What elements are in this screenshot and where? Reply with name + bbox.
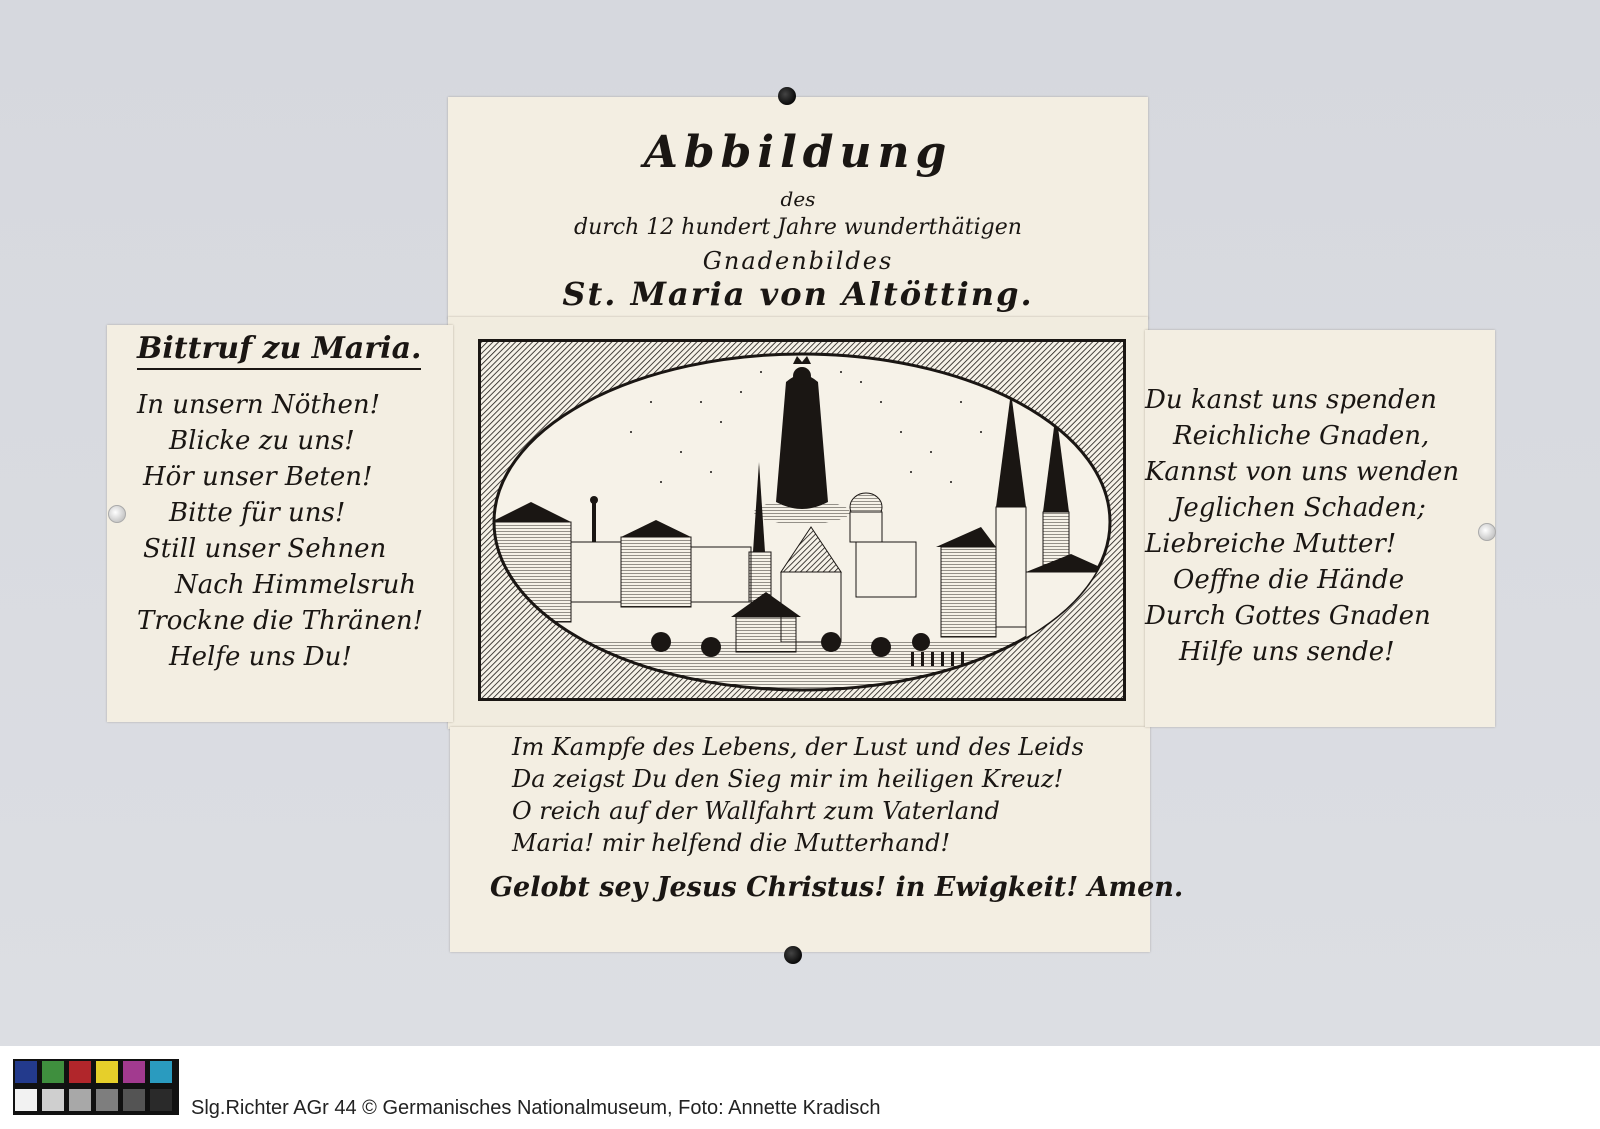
left-prayer-panel [107,325,453,722]
swatch [96,1089,118,1111]
pin-right [1478,523,1496,541]
left-verse-line: Blicke zu uns! [169,426,355,456]
left-verse-line: Helfe uns Du! [169,642,352,672]
right-prayer-panel [1145,330,1495,727]
title-main: Abbildung [643,127,953,178]
swatch [15,1061,37,1083]
swatch [96,1061,118,1083]
left-verse-line: Hör unser Beten! [143,462,373,492]
left-verse-line: Bitte für uns! [169,498,346,528]
bottom-verse-line: Da zeigst Du den Sieg mir im heiligen Kreuz! [512,765,1064,793]
bottom-verse-line: Im Kampfe des Lebens, der Lust und des Leids [512,733,1084,761]
bottom-verse-line: Maria! mir helfend die Mutterhand! [512,829,951,857]
left-verse-line: In unsern Nöthen! [137,390,381,420]
left-verses [137,387,423,675]
pin-left [108,505,126,523]
bottom-verses [512,731,1084,859]
swatch [150,1089,172,1111]
altoetting-engraving [481,342,1123,698]
engraving-image [478,339,1126,701]
title-line: durch 12 hundert Jahre wunderthätigen [574,215,1022,240]
right-verse-line: Hilfe uns sende! [1179,637,1395,667]
title-gnadenbild: Gnadenbildes [702,247,894,275]
right-verse-line: Du kanst uns spenden [1145,385,1437,415]
swatch [150,1061,172,1083]
swatch [123,1061,145,1083]
left-verse-line: Trockne die Thränen! [137,606,424,636]
pin-bottom [784,946,802,964]
right-verse-line: Jeglichen Schaden; [1173,493,1426,523]
bottom-verse-line: O reich auf der Wallfahrt zum Vaterland [512,797,1000,825]
pin-top [778,87,796,105]
swatch [69,1061,91,1083]
right-verse-line: Kannst von uns wenden [1145,457,1460,487]
title-des: des [780,187,816,211]
engraving-panel [448,317,1148,729]
swatch [69,1089,91,1111]
title-panel [448,97,1148,319]
right-verses [1145,382,1459,670]
swatch [42,1061,64,1083]
title-place: St. Maria von Altötting. [562,275,1034,313]
right-verse-line: Oeffne die Hände [1173,565,1405,595]
closing-line: Gelobt sey Jesus Christus! in Ewigkeit! Amen. [490,872,1184,903]
swatch [15,1089,37,1111]
left-verse-line: Nach Himmelsruh [175,570,417,600]
photo-caption: Slg.Richter AGr 44 © Germanisches Nationalmuseum, Foto: Annette Kradisch [191,1097,881,1119]
color-calibration-chart [13,1059,179,1115]
right-verse-line: Liebreiche Mutter! [1145,529,1397,559]
prayer-heading: Bittruf zu Maria. [137,331,421,370]
right-verse-line: Reichliche Gnaden, [1173,421,1430,451]
right-verse-line: Durch Gottes Gnaden [1145,601,1431,631]
bottom-verse-panel [450,727,1184,952]
left-verse-line: Still unser Sehnen [143,534,387,564]
swatch [42,1089,64,1111]
swatch [123,1089,145,1111]
